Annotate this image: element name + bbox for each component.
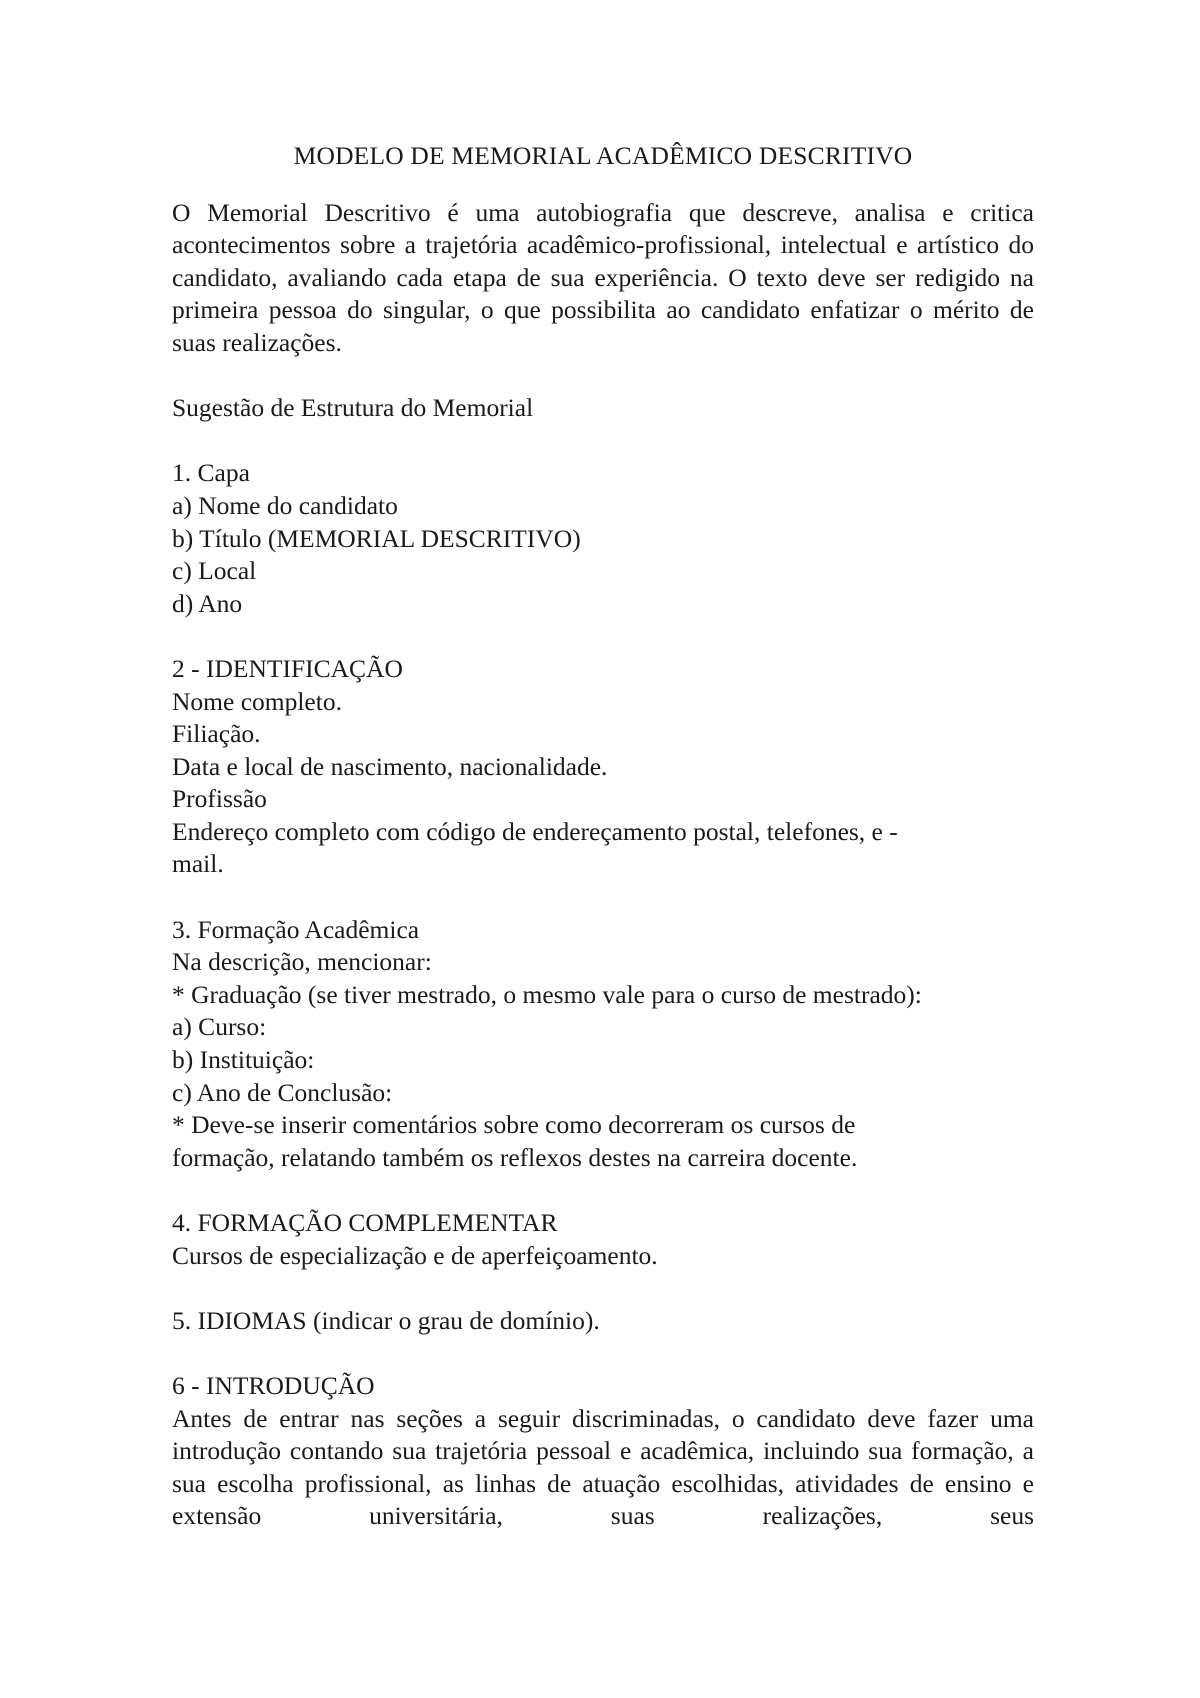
structure-heading: Sugestão de Estrutura do Memorial bbox=[172, 393, 534, 423]
spacer bbox=[172, 620, 1034, 653]
spacer bbox=[172, 881, 1034, 914]
section-6-heading: 6 - INTRODUÇÃO bbox=[172, 1370, 375, 1400]
section-2-item: Profissão bbox=[172, 784, 267, 814]
spacer bbox=[172, 425, 1034, 458]
section-1-item: d) Ano bbox=[172, 588, 243, 618]
spacer bbox=[172, 360, 1034, 393]
section-2-item: Filiação. bbox=[172, 719, 261, 749]
section-2-item: Endereço completo com código de endereçamento postal, telefones, e - bbox=[172, 816, 898, 846]
section-4-item: Cursos de especialização e de aperfeiçoamento. bbox=[172, 1240, 658, 1270]
intro-paragraph: O Memorial Descritivo é uma autobiografia que descreve, analisa e critica acontecimentos sobre a trajetória acadêmico-profissional, intelectual e artístico do candidato, avaliando cada etapa de sua experiência. O texto deve ser redigido na primeira pessoa do singular, o que possibilita ao candidato enfatizar o mérito de suas realizações. bbox=[172, 197, 1034, 357]
spacer bbox=[172, 1272, 1034, 1305]
section-3-item: * Graduação (se tiver mestrado, o mesmo vale para o curso de mestrado): bbox=[172, 979, 922, 1009]
section-4-heading: 4. FORMAÇÃO COMPLEMENTAR bbox=[172, 1208, 558, 1237]
section-6-body: Antes de entrar nas seções a seguir discriminadas, o candidato deve fazer uma introdução contando sua trajetória pessoal e acadêmica, incluindo sua formação, a sua escolha profissional, as linhas de atuação escolhidas, atividades de ensino e extensão universitária, suas realizações, seus bbox=[172, 1403, 1034, 1531]
section-1-item: c) Local bbox=[172, 556, 257, 586]
section-3-item: b) Instituição: bbox=[172, 1045, 315, 1075]
section-3-item: Na descrição, mencionar: bbox=[172, 947, 432, 977]
document-page bbox=[172, 140, 1034, 1533]
section-5-heading: 5. IDIOMAS (indicar o grau de domínio). bbox=[172, 1305, 600, 1335]
section-3-item: formação, relatando também os reflexos destes na carreira docente. bbox=[172, 1142, 858, 1172]
section-2-heading: 2 - IDENTIFICAÇÃO bbox=[172, 653, 403, 683]
section-3-heading: 3. Formação Acadêmica bbox=[172, 914, 420, 944]
spacer bbox=[172, 1337, 1034, 1370]
section-2-item: Nome completo. bbox=[172, 686, 342, 716]
section-1-heading: 1. Capa bbox=[172, 458, 250, 488]
section-3-item: c) Ano de Conclusão: bbox=[172, 1077, 393, 1107]
section-3-item: a) Curso: bbox=[172, 1012, 267, 1042]
document-title: MODELO DE MEMORIAL ACADÊMICO DESCRITIVO bbox=[293, 141, 913, 170]
section-2-item: Data e local de nascimento, nacionalidade. bbox=[172, 751, 608, 781]
spacer bbox=[172, 1174, 1034, 1207]
section-1-item: b) Título (MEMORIAL DESCRITIVO) bbox=[172, 523, 581, 553]
section-2-item: mail. bbox=[172, 849, 224, 879]
section-1-item: a) Nome do candidato bbox=[172, 490, 398, 520]
section-3-item: * Deve-se inserir comentários sobre como decorreram os cursos de bbox=[172, 1110, 856, 1140]
